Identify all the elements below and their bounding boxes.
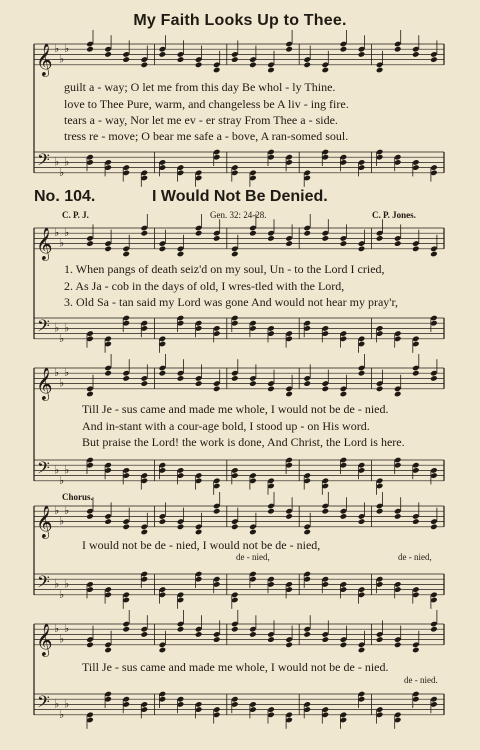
top-verse-4: tress re - move; O bear me safe a - bove, A ran-somed soul. xyxy=(64,129,349,143)
top-verse-2: love to Thee Pure, warm, and changeless be A liv - ing fire. xyxy=(64,97,349,111)
svg-text:♭: ♭ xyxy=(54,504,60,518)
music-credit: C. P. Jones. xyxy=(372,210,416,220)
svg-text:♭: ♭ xyxy=(59,236,65,250)
chorus-echo-2: de - nied. xyxy=(404,675,438,685)
chorus-echo-1a: de - nied, xyxy=(236,552,270,562)
svg-text:♭: ♭ xyxy=(64,577,70,591)
svg-text:♭: ♭ xyxy=(54,42,60,56)
top-verse-1: guilt a - way; O let me from this day Be whol - ly Thine. xyxy=(64,80,336,94)
svg-text:𝄢: 𝄢 xyxy=(37,571,50,596)
chorus-line-1: I would not be de - nied, I would not be de - nied, xyxy=(82,538,321,552)
verse-line-4: Till Je - sus came and made me whole, I would not be de - nied. xyxy=(82,402,389,416)
svg-text:♭: ♭ xyxy=(54,366,60,380)
svg-text:♭: ♭ xyxy=(59,331,65,345)
svg-text:♭: ♭ xyxy=(64,321,70,335)
svg-text:♭: ♭ xyxy=(54,226,60,240)
verse-line-3: 3. Old Sa - tan said my Lord was gone And would not hear my pray'r, xyxy=(64,295,398,309)
verse-line-6: But praise the Lord! the work is done, And Christ, the Lord is here. xyxy=(82,435,405,449)
svg-text:♭: ♭ xyxy=(59,707,65,721)
svg-text:♭: ♭ xyxy=(64,463,70,477)
svg-text:𝄞: 𝄞 xyxy=(36,226,53,260)
svg-text:♭: ♭ xyxy=(54,622,60,636)
svg-text:♭: ♭ xyxy=(54,577,60,591)
hymn-number: No. 104. xyxy=(34,188,96,205)
svg-text:♭: ♭ xyxy=(59,473,65,487)
top-hymn-title: My Faith Looks Up to Thee. xyxy=(133,12,347,29)
svg-text:♭: ♭ xyxy=(64,226,70,240)
svg-text:𝄢: 𝄢 xyxy=(37,315,50,340)
verse-line-1: 1. When pangs of death seiz'd on my soul, Un - to the Lord I cried, xyxy=(64,262,385,276)
chorus-echo-1b: de - nied, xyxy=(398,552,432,562)
svg-text:♭: ♭ xyxy=(59,376,65,390)
svg-text:♭: ♭ xyxy=(54,321,60,335)
top-verse-3: tears a - way, Nor let me ev - er stray From Thee a - side. xyxy=(64,113,338,127)
svg-text:♭: ♭ xyxy=(64,697,70,711)
svg-text:♭: ♭ xyxy=(54,463,60,477)
svg-text:𝄞: 𝄞 xyxy=(36,622,53,656)
svg-text:♭: ♭ xyxy=(54,697,60,711)
svg-text:𝄢: 𝄢 xyxy=(37,691,50,716)
svg-text:♭: ♭ xyxy=(64,622,70,636)
hymn-title: I Would Not Be Denied. xyxy=(152,188,328,205)
words-credit: C. P. J. xyxy=(62,210,89,220)
svg-text:♭: ♭ xyxy=(64,155,70,169)
svg-text:♭: ♭ xyxy=(59,587,65,601)
svg-text:♭: ♭ xyxy=(64,504,70,518)
svg-text:𝄞: 𝄞 xyxy=(36,366,53,400)
verse-line-5: And in-stant with a cour-age bold, I stood up - on His word. xyxy=(82,419,370,433)
svg-text:♭: ♭ xyxy=(59,632,65,646)
svg-text:𝄞: 𝄞 xyxy=(36,42,53,76)
svg-text:♭: ♭ xyxy=(59,52,65,66)
verse-line-2: 2. As Ja - cob in the days of old, I wres-tled with the Lord, xyxy=(64,279,345,293)
chorus-line-2: Till Je - sus came and made me whole, I would not be de - nied. xyxy=(82,660,389,674)
svg-text:♭: ♭ xyxy=(59,514,65,528)
svg-text:♭: ♭ xyxy=(64,366,70,380)
chorus-label: Chorus. xyxy=(62,492,93,502)
svg-text:𝄢: 𝄢 xyxy=(37,457,50,482)
svg-text:𝄞: 𝄞 xyxy=(36,504,53,538)
svg-text:♭: ♭ xyxy=(64,42,70,56)
svg-text:♭: ♭ xyxy=(54,155,60,169)
svg-text:♭: ♭ xyxy=(59,165,65,179)
scripture-reference: Gen. 32: 24-28. xyxy=(210,210,267,220)
svg-text:𝄢: 𝄢 xyxy=(37,149,50,174)
